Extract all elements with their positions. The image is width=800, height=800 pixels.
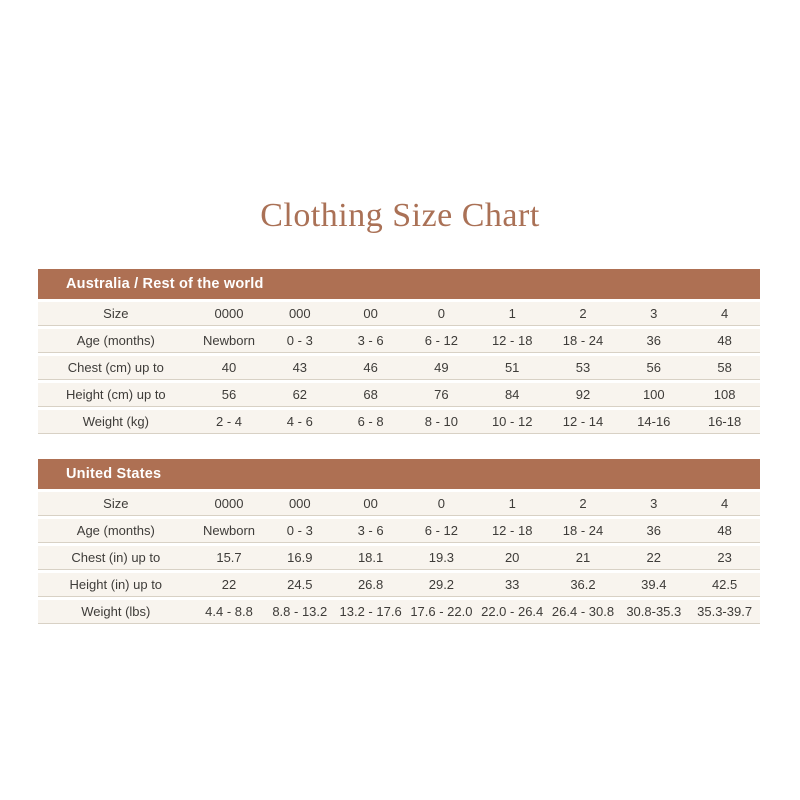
value-cell: 6 - 12 [406,329,477,353]
value-cell: 000 [264,492,335,516]
value-cell: 23 [689,546,760,570]
value-cell: 3 - 6 [335,519,406,543]
value-cell: 48 [689,519,760,543]
value-cell: 24.5 [264,573,335,597]
value-cell: 16.9 [264,546,335,570]
table-row-height [38,383,760,407]
value-cell: 8.8 - 13.2 [264,600,335,624]
value-cell: 29.2 [406,573,477,597]
value-cell: 18.1 [335,546,406,570]
value-cell: 0 - 3 [264,329,335,353]
value-cell: 8 - 10 [406,410,477,434]
value-cell: 30.8-35.3 [618,600,689,624]
value-cell: 39.4 [618,573,689,597]
table-row-chest [38,356,760,380]
value-cell: 48 [689,329,760,353]
table-row-weight [38,600,760,624]
row-label-cell: Weight (lbs) [38,600,194,624]
value-cell: 2 - 4 [194,410,265,434]
value-cell: 22.0 - 26.4 [477,600,548,624]
value-cell: 53 [548,356,619,380]
value-cell: 12 - 18 [477,519,548,543]
page-title: Clothing Size Chart [260,197,540,234]
row-label-cell: Size [38,302,194,326]
value-cell: 6 - 8 [335,410,406,434]
value-cell: 33 [477,573,548,597]
size-table-grid-australia [38,299,760,437]
value-cell: 1 [477,492,548,516]
value-cell: 22 [194,573,265,597]
table-header-bar-united-states: United States [38,459,760,489]
table-row-age [38,519,760,543]
value-cell: 40 [194,356,265,380]
value-cell: 43 [264,356,335,380]
value-cell: 0000 [194,492,265,516]
table-row-chest [38,546,760,570]
value-cell: 16-18 [689,410,760,434]
value-cell: 100 [618,383,689,407]
value-cell: Newborn [194,519,265,543]
size-table-grid-united-states [38,489,760,627]
table-row-weight [38,410,760,434]
value-cell: 18 - 24 [548,329,619,353]
row-label-cell: Age (months) [38,329,194,353]
row-label-cell: Chest (in) up to [38,546,194,570]
value-cell: 76 [406,383,477,407]
value-cell: Newborn [194,329,265,353]
value-cell: 0000 [194,302,265,326]
value-cell: 17.6 - 22.0 [406,600,477,624]
value-cell: 0 [406,302,477,326]
value-cell: 36 [618,329,689,353]
value-cell: 1 [477,302,548,326]
value-cell: 36.2 [548,573,619,597]
value-cell: 19.3 [406,546,477,570]
row-label-cell: Size [38,492,194,516]
row-label-cell: Age (months) [38,519,194,543]
table-row-size [38,492,760,516]
value-cell: 46 [335,356,406,380]
value-cell: 56 [618,356,689,380]
value-cell: 84 [477,383,548,407]
value-cell: 00 [335,492,406,516]
value-cell: 4.4 - 8.8 [194,600,265,624]
value-cell: 20 [477,546,548,570]
value-cell: 12 - 14 [548,410,619,434]
value-cell: 00 [335,302,406,326]
value-cell: 3 [618,302,689,326]
value-cell: 0 [406,492,477,516]
table-row-age [38,329,760,353]
table-row-height [38,573,760,597]
value-cell: 18 - 24 [548,519,619,543]
value-cell: 14-16 [618,410,689,434]
value-cell: 000 [264,302,335,326]
value-cell: 3 - 6 [335,329,406,353]
value-cell: 12 - 18 [477,329,548,353]
value-cell: 22 [618,546,689,570]
value-cell: 15.7 [194,546,265,570]
value-cell: 36 [618,519,689,543]
value-cell: 56 [194,383,265,407]
size-table-united-states [38,459,760,627]
value-cell: 0 - 3 [264,519,335,543]
value-cell: 2 [548,302,619,326]
value-cell: 49 [406,356,477,380]
row-label-cell: Chest (cm) up to [38,356,194,380]
value-cell: 4 - 6 [264,410,335,434]
value-cell: 21 [548,546,619,570]
value-cell: 51 [477,356,548,380]
value-cell: 68 [335,383,406,407]
value-cell: 2 [548,492,619,516]
table-row-size [38,302,760,326]
value-cell: 58 [689,356,760,380]
value-cell: 26.4 - 30.8 [548,600,619,624]
value-cell: 6 - 12 [406,519,477,543]
row-label-cell: Height (in) up to [38,573,194,597]
value-cell: 35.3-39.7 [689,600,760,624]
row-label-cell: Weight (kg) [38,410,194,434]
value-cell: 62 [264,383,335,407]
value-cell: 26.8 [335,573,406,597]
table-header-bar-australia: Australia / Rest of the world [38,269,760,299]
row-label-cell: Height (cm) up to [38,383,194,407]
value-cell: 42.5 [689,573,760,597]
value-cell: 3 [618,492,689,516]
value-cell: 92 [548,383,619,407]
size-table-australia [38,269,760,437]
value-cell: 13.2 - 17.6 [335,600,406,624]
value-cell: 108 [689,383,760,407]
value-cell: 10 - 12 [477,410,548,434]
value-cell: 4 [689,302,760,326]
value-cell: 4 [689,492,760,516]
